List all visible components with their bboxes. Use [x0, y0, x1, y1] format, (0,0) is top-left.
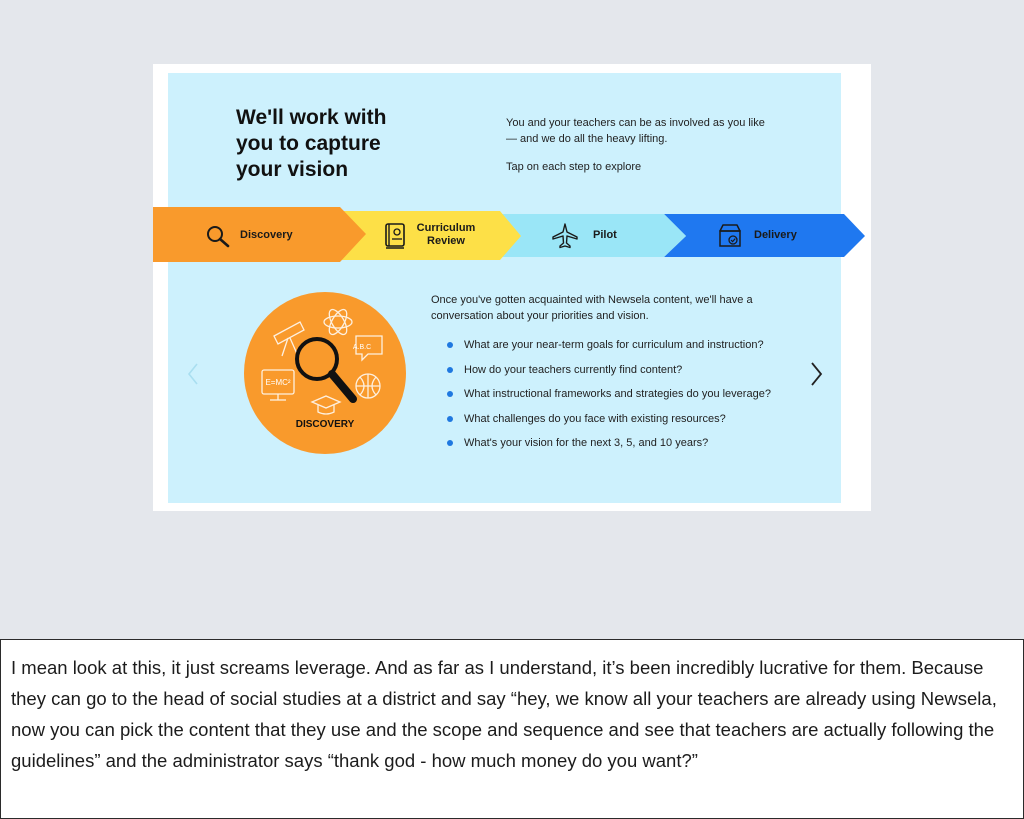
magnifier-icon — [205, 224, 231, 248]
intro-text: You and your teachers can be as involved as you like — and we do all the heavy lifting. — [506, 117, 765, 145]
list-item: What's your vision for the next 3, 5, and 10 years? — [447, 435, 792, 451]
step-delivery-label: Delivery — [754, 229, 797, 241]
box-icon — [717, 223, 743, 249]
list-item: What instructional frameworks and strategies do you leverage? — [447, 386, 792, 402]
svg-text:E=MC²: E=MC² — [265, 378, 291, 387]
discovery-badge — [244, 292, 406, 454]
step-curriculum-label: Curriculum Review — [416, 222, 476, 247]
airplane-icon — [551, 222, 579, 250]
list-item: How do your teachers currently find content? — [447, 362, 792, 378]
badge-label: DISCOVERY — [295, 419, 355, 430]
step-pilot-label: Pilot — [593, 229, 617, 241]
svg-text:A.B.C: A.B.C — [352, 344, 372, 351]
tap-hint: Tap on each step to explore — [506, 161, 642, 173]
speaker-notes — [0, 639, 1024, 819]
discovery-description: Once you've gotten acquainted with Newsela content, we'll have a conversation about your priorities and vision. — [431, 294, 753, 322]
slide-headline: We'll work with you to capture your vision — [236, 106, 387, 181]
step-discovery-label: Discovery — [240, 229, 293, 241]
question-list — [447, 337, 792, 460]
list-item: What are your near-term goals for curriculum and instruction? — [447, 337, 792, 353]
chevron-right-icon[interactable] — [808, 361, 824, 387]
list-item: What challenges do you face with existing resources? — [447, 411, 792, 427]
chevron-left-icon[interactable] — [186, 362, 200, 386]
book-icon — [383, 222, 409, 250]
speaker-notes-text: I mean look at this, it just screams leverage. And as far as I understand, it’s been incredibly lucrative for them. Because they can go to the head of social studies at a district and say “hey, we know all your teachers are already using Newsela, now you can pick the content that they use and the scope and sequence and see that teachers are actually following the guidelines” and the administrator says “thank god - how much money do you want?” — [11, 657, 997, 771]
intro-block — [506, 115, 766, 175]
